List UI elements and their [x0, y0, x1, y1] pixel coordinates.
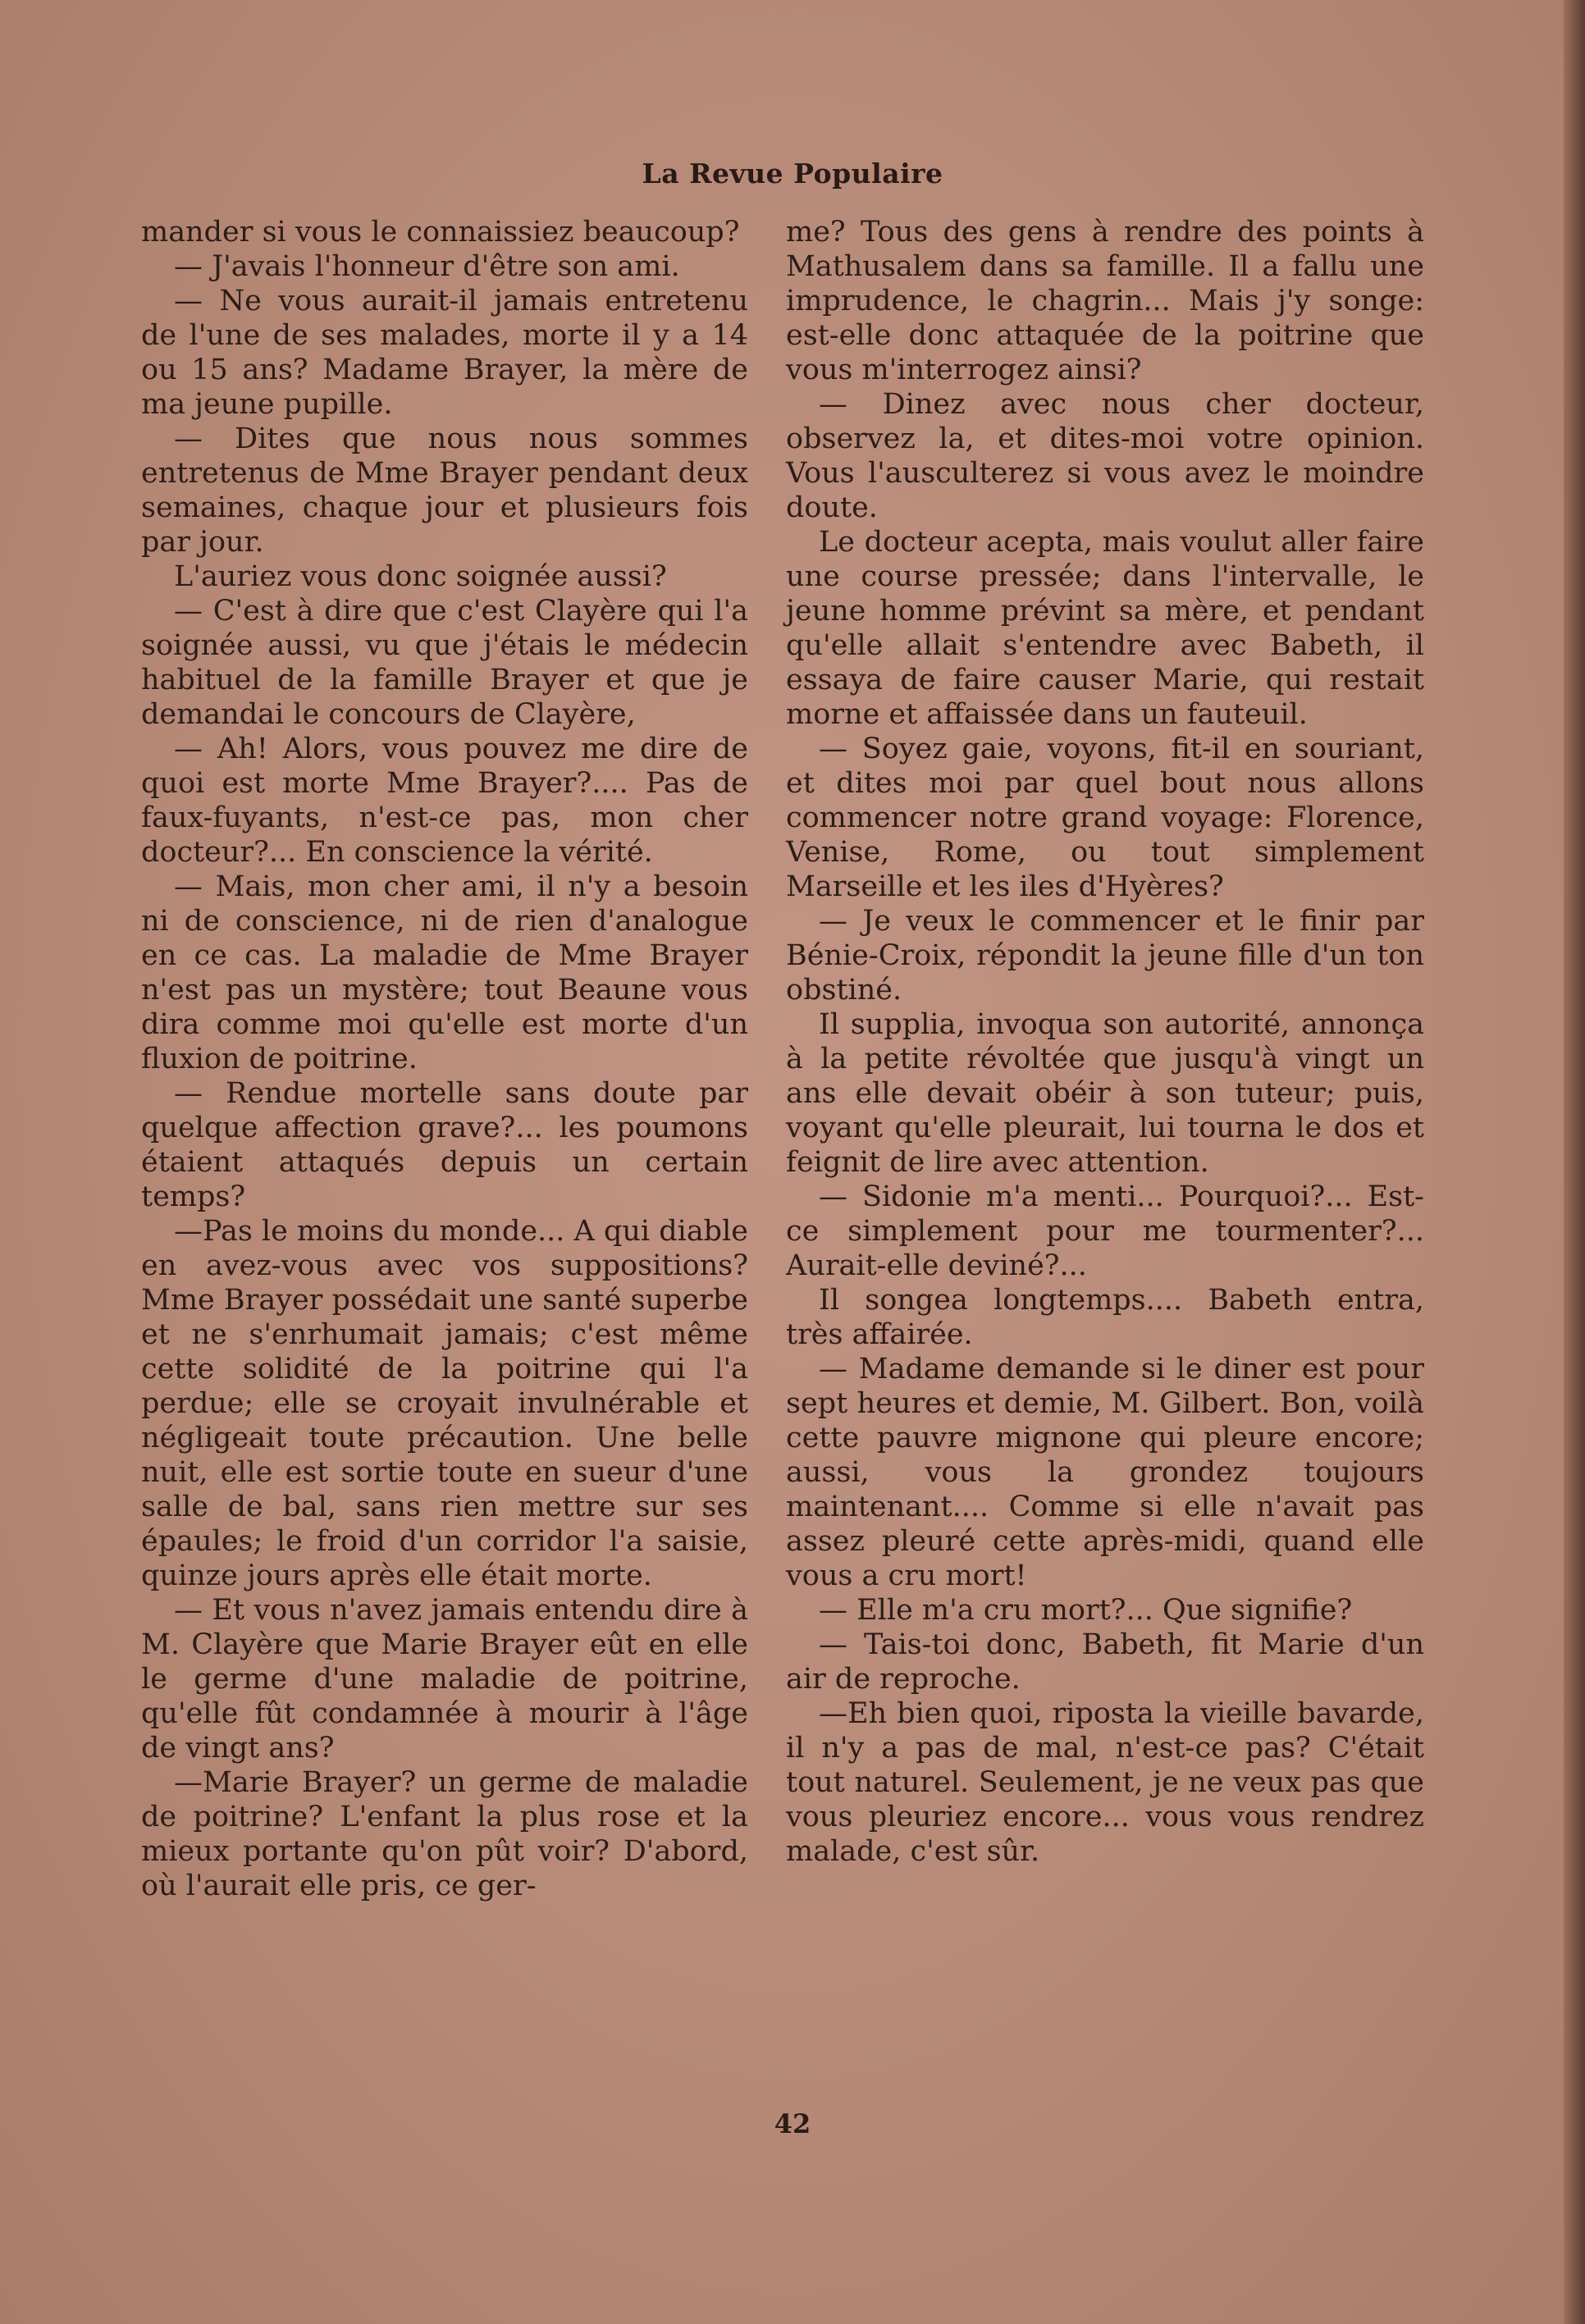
paragraph: —Marie Brayer? un germe de maladie de poitrine? L'enfant la plus rose et la mieux portante qu'on pût voir? D'abord, où l'aurait elle pris, ce ger-: [141, 1766, 748, 1902]
paragraph: — Tais-toi donc, Babeth, fit Marie d'un air de reproche.: [786, 1628, 1424, 1696]
running-header: La Revue Populaire: [642, 158, 943, 189]
paragraph: — Rendue mortelle sans doute par quelque affection grave?... les poumons étaient attaqués depuis un certain temps?: [141, 1077, 748, 1213]
paragraph: —Eh bien quoi, riposta la vieille bavarde, il n'y a pas de mal, n'est-ce pas? C'était tout naturel. Seulement, je ne veux pas que vous pleuriez encore... vous vous rendrez malade, c'est sûr.: [786, 1697, 1424, 1868]
paragraph: — Madame demande si le diner est pour sept heures et demie, M. Gilbert. Bon, voilà cette pauvre mignone qui pleure encore; aussi, vous la grondez toujours maintenant.... Comme si elle n'avait pas assez pleuré cette après-midi, quand elle vous a cru mort!: [786, 1353, 1424, 1592]
paragraph: — Elle m'a cru mort?... Que signifie?: [819, 1594, 1353, 1627]
paragraph: — Ah! Alors, vous pouvez me dire de quoi est morte Mme Brayer?.... Pas de faux-fuyants, n'est-ce pas, mon cher docteur?... En conscience la vérité.: [141, 733, 748, 869]
paragraph: — Dites que nous nous sommes entretenus de Mme Brayer pendant deux semaines, chaque jour et plusieurs fois par jour.: [141, 422, 748, 559]
paragraph: — Et vous n'avez jamais entendu dire à M. Clayère que Marie Brayer eût en elle le germe d'une maladie de poitrine, qu'elle fût condamnée à mourir à l'âge de vingt ans?: [141, 1594, 748, 1765]
paragraph: — Dinez avec nous cher docteur, observez la, et dites-moi votre opinion. Vous l'ausculterez si vous avez le moindre doute.: [786, 388, 1424, 524]
page-edge-shadow: [1564, 0, 1585, 2324]
paragraph: — Mais, mon cher ami, il n'y a besoin ni de conscience, ni de rien d'analogue en ce cas. La maladie de Mme Brayer n'est pas un mystère; tout Beaune vous dira comme moi qu'elle est morte d'un fluxion de poitrine.: [141, 870, 748, 1075]
paragraph: Il supplia, invoqua son autorité, annonça à la petite révoltée que jusqu'à vingt un ans elle devait obéir à son tuteur; puis, voyant qu'elle pleurait, lui tourna le dos et feignit de lire avec attention.: [786, 1008, 1424, 1179]
paragraph: me? Tous des gens à rendre des points à Mathusalem dans sa famille. Il a fallu une imprudence, le chagrin... Mais j'y songe: est-elle donc attaquée de la poitrine que vous m'interrogez ainsi?: [786, 216, 1424, 386]
page-number: 42: [774, 2108, 811, 2139]
right-column: [786, 215, 1424, 1869]
paragraph: — J'avais l'honneur d'être son ami.: [174, 250, 680, 283]
paragraph: Il songea longtemps.... Babeth entra, très affairée.: [786, 1284, 1424, 1351]
paragraph: — Sidonie m'a menti... Pourquoi?... Est-ce simplement pour me tourmenter?... Aurait-elle deviné?...: [786, 1180, 1424, 1282]
paragraph: — Je veux le commencer et le finir par Bénie-Croix, répondit la jeune fille d'un ton obstiné.: [786, 905, 1424, 1007]
paragraph: Le docteur acepta, mais voulut aller faire une course pressée; dans l'intervalle, le jeune homme prévint sa mère, et pendant qu'elle allait s'entendre avec Babeth, il essaya de faire causer Marie, qui restait morne et affaissée dans un fauteuil.: [786, 526, 1424, 731]
paragraph: —Pas le moins du monde... A qui diable en avez-vous avec vos suppositions? Mme Brayer possédait une santé superbe et ne s'enrhumait jamais; c'est même cette solidité de la poitrine qui l'a perdue; elle se croyait invulnérable et négligeait toute précaution. Une belle nuit, elle est sortie toute en sueur d'une salle de bal, sans rien mettre sur ses épaules; le froid d'un corridor l'a saisie, quinze jours après elle était morte.: [141, 1215, 748, 1592]
paragraph: — Ne vous aurait-il jamais entretenu de l'une de ses malades, morte il y a 14 ou 15 ans? Madame Brayer, la mère de ma jeune pupille.: [141, 285, 748, 421]
paragraph: — C'est à dire que c'est Clayère qui l'a soignée aussi, vu que j'étais le médecin habituel de la famille Brayer et que je demandai le concours de Clayère,: [141, 595, 748, 731]
paragraph: — Soyez gaie, voyons, fit-il en souriant, et dites moi par quel bout nous allons commencer notre grand voyage: Florence, Venise, Rome, ou tout simplement Marseille et les iles d'Hyères?: [786, 733, 1424, 903]
paragraph: L'auriez vous donc soignée aussi?: [174, 560, 667, 593]
paragraph: mander si vous le connaissiez beaucoup?: [141, 216, 740, 249]
left-column: [141, 215, 748, 1903]
